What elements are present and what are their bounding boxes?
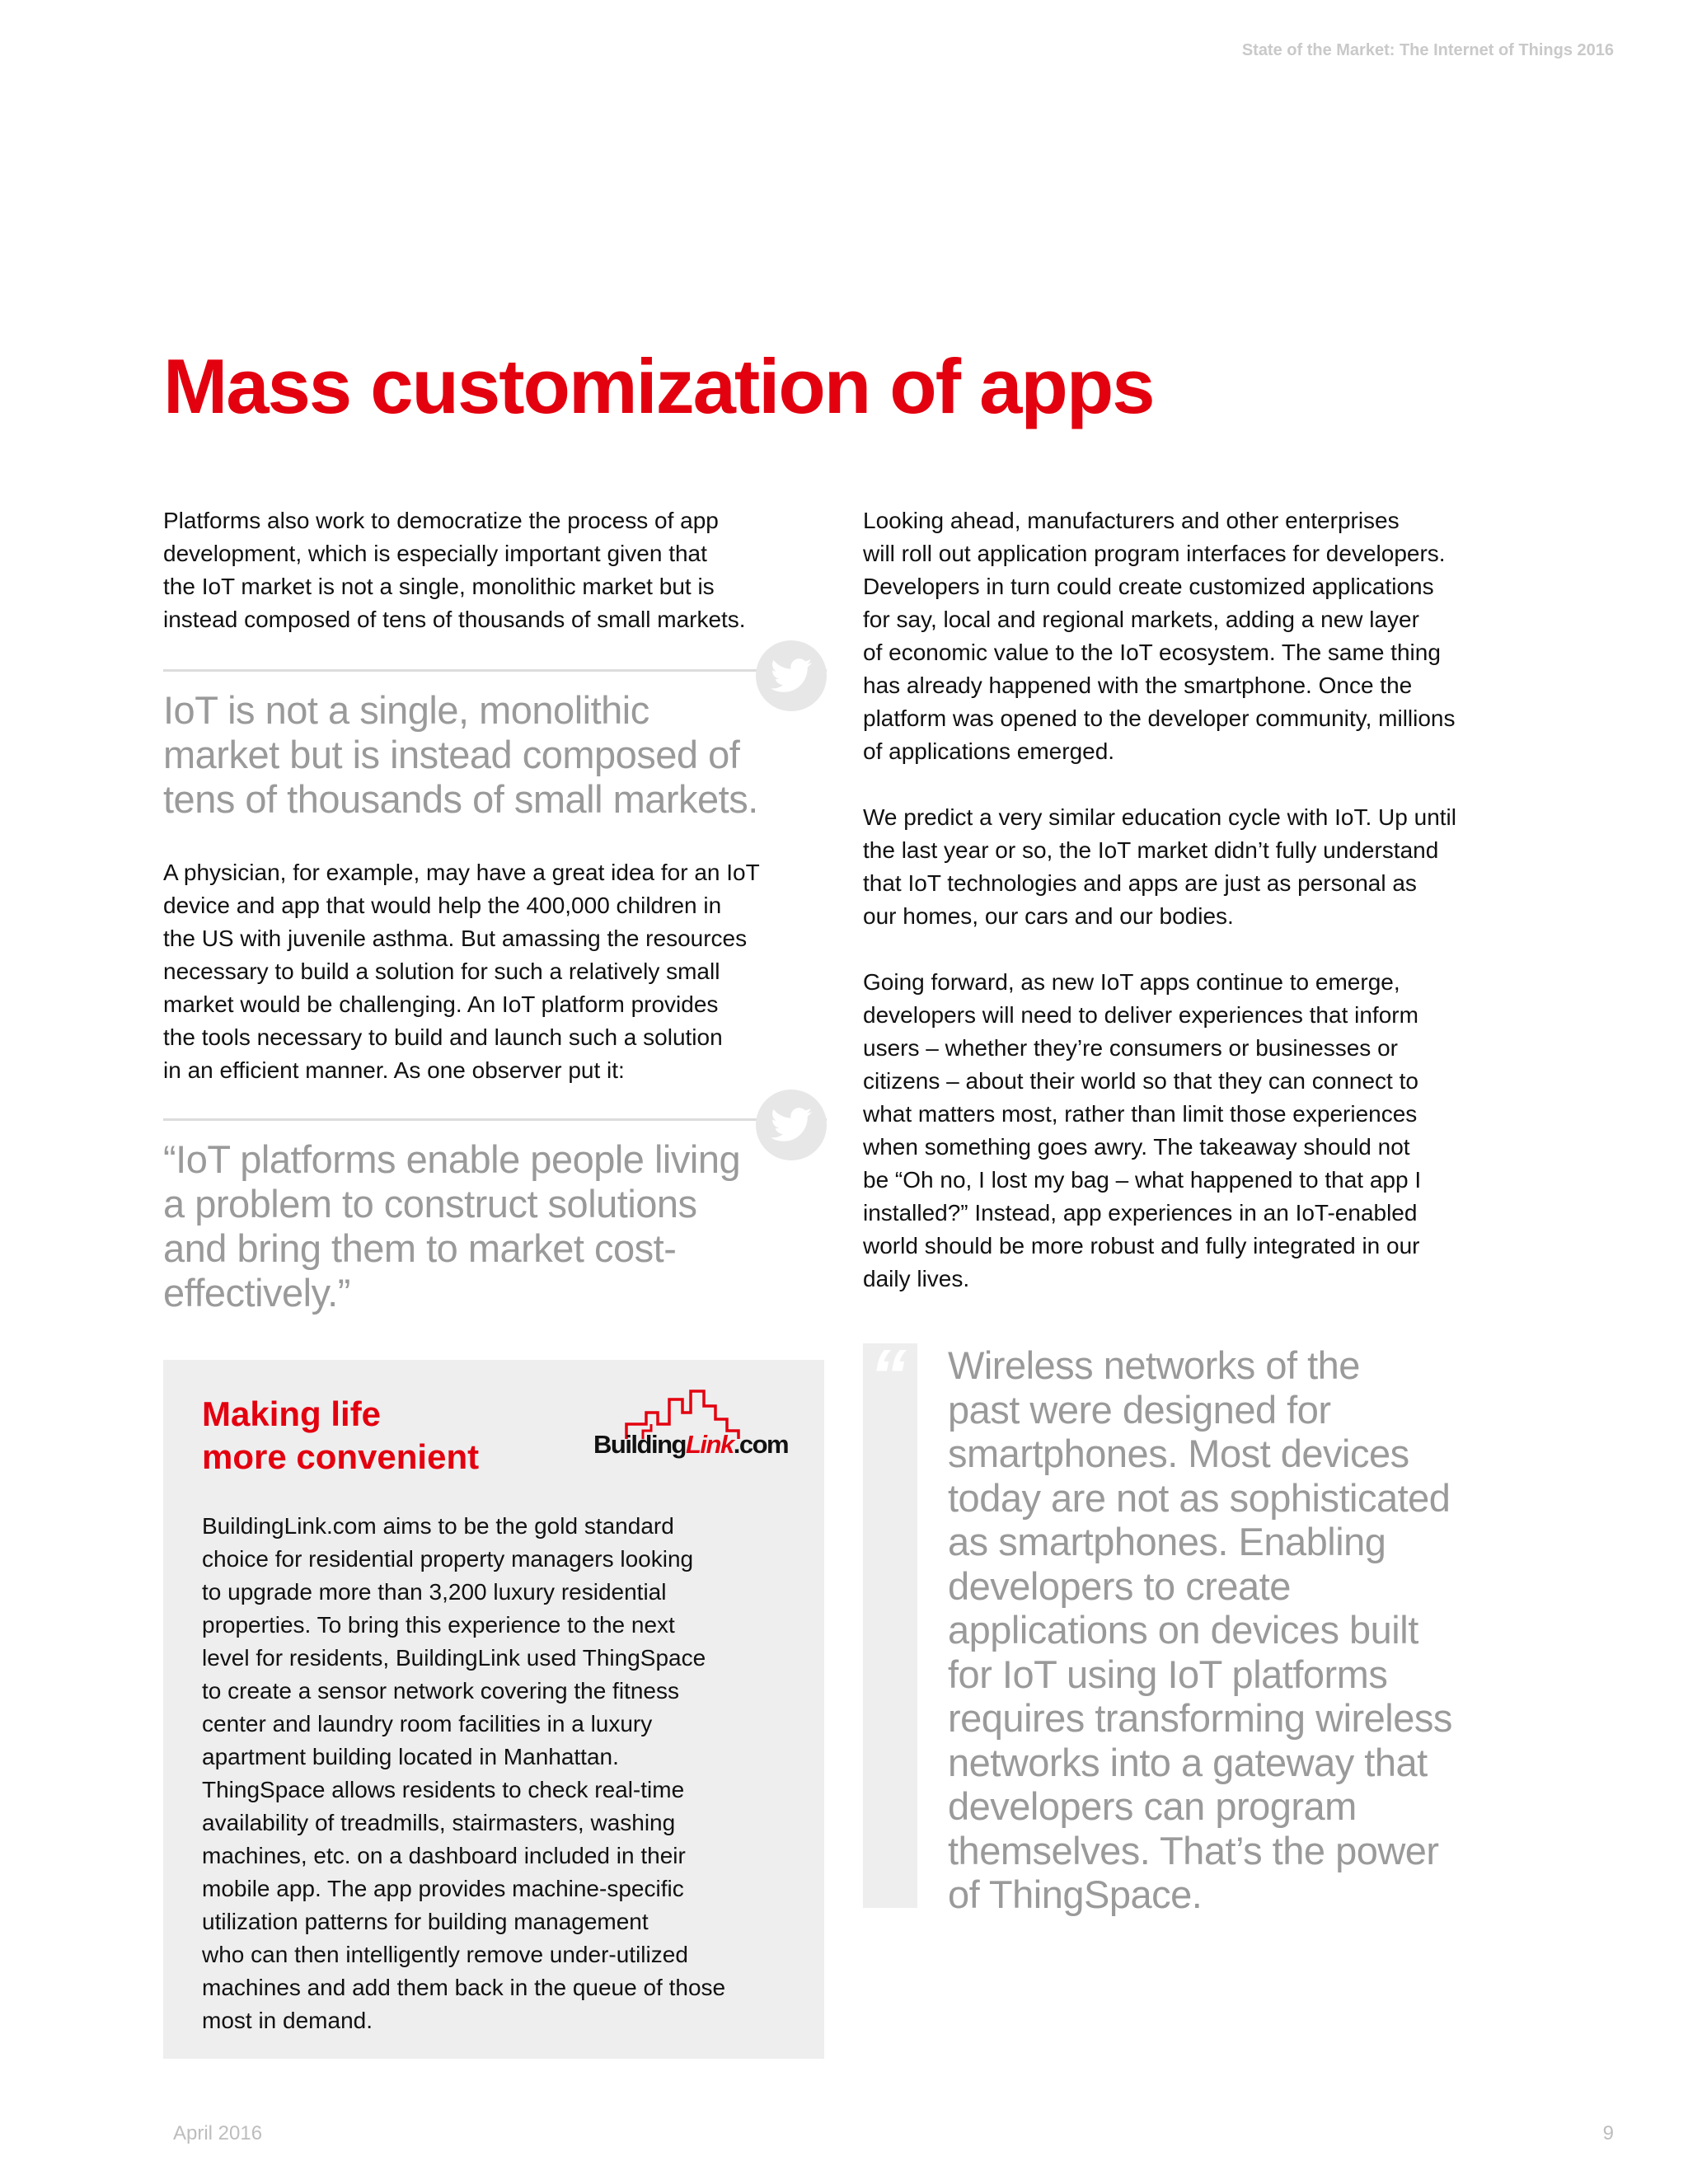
case-study-sidebar [163,1360,824,2059]
logo-wordmark-building: Building [593,1430,686,1459]
page-title: Mass customization of apps [163,343,1154,429]
tweet-quote-button[interactable] [756,1090,827,1160]
logo-wordmark [593,1430,788,1460]
logo-wordmark-link: Link [685,1430,734,1459]
buildinglink-logo [593,1388,793,1466]
sidebar-title: Making life more convenient [202,1394,480,1476]
body-paragraph: We predict a very similar education cycle with IoT. Up until the last year or so, the IoT market didn’t fully understand that IoT technologies and apps are just as personal as our homes, our cars and our bodies. [863,804,1456,929]
logo-wordmark-suffix: .com [733,1430,789,1459]
left-column [163,504,827,1350]
pull-quote [163,669,827,822]
body-paragraph: Looking ahead, manufacturers and other enterprises will roll out application program interfaces for developers. Developers in turn could create customized applications for say, local and regional markets, adding a new layer of economic value to the IoT ecosystem. The same thing has already happened with the smartphone. Once the platform was opened to the developer community, millions of applications emerged. [863,508,1456,764]
body-paragraph: Platforms also work to democratize the process of app development, which is especially important given that the IoT market is not a single, monolithic market but is instead composed of tens of thousands of small markets. [163,508,746,632]
twitter-icon [771,1108,812,1142]
featured-quote [863,1335,1539,1916]
sidebar-body: BuildingLink.com aims to be the gold standard choice for residential property managers looking to upgrade more than 3,200 luxury residential properties. To bring this experience to the next level for residents, BuildingLink used ThingSpace to create a sensor network covering the fitness center and laundry room facilities in a luxury apartment building located in Manhattan. ThingSpace allows residents to check real-time availability of treadmills, stairmasters, washing machines, etc. on a dashboard included in their mobile app. The app provides machine-specific utilization patterns for building management who can then intelligently remove under-utilized machines and add them back in the queue of those most in demand. [202,1513,726,2033]
right-column [863,504,1539,1329]
pull-quote [163,1118,827,1315]
pull-quote-text: “IoT platforms enable people living a problem to construct solutions and bring them to market cost- effectively.” [163,1137,741,1315]
tweet-quote-button[interactable] [756,640,827,711]
body-paragraph: Going forward, as new IoT apps continue to emerge, developers will need to deliver experiences that inform users – whether they’re consumers or businesses or citizens – about their world so that they can connect to what matters most, rather than limit those experiences when something goes awry. The takeaway should not be “Oh no, I lost my bag – what happened to that app I installed?” Instead, app experiences in an IoT-enabled world should be more robust and fully integrated in our daily lives. [863,969,1422,1291]
featured-quote-text: Wireless networks of the past were designed for smartphones. Most devices today are not as sophisticated as smartphones. Enabling developers to create applications on devices built for IoT using IoT platforms requires transforming wireless networks into a gateway that developers can program themselves. That’s the power of ThingSpace. [948,1343,1452,1916]
quote-bar [863,1335,917,1908]
pull-quote-text: IoT is not a single, monolithic market but is instead composed of tens of thousands of small markets. [163,688,758,821]
page-number: 9 [1602,2122,1614,2144]
running-header: State of the Market: The Internet of Things 2016 [1241,41,1614,59]
body-paragraph: A physician, for example, may have a great idea for an IoT device and app that would help the 400,000 children in the US with juvenile asthma. But amassing the resources necessary to build a solution for such a relatively small market would be challenging. An IoT platform provides the tools necessary to build and launch such a solution in an efficient manner. As one observer put it: [163,860,760,1083]
quote-mark-icon: “ [870,1335,907,1418]
twitter-icon [771,658,812,693]
footer-date: April 2016 [173,2122,263,2144]
